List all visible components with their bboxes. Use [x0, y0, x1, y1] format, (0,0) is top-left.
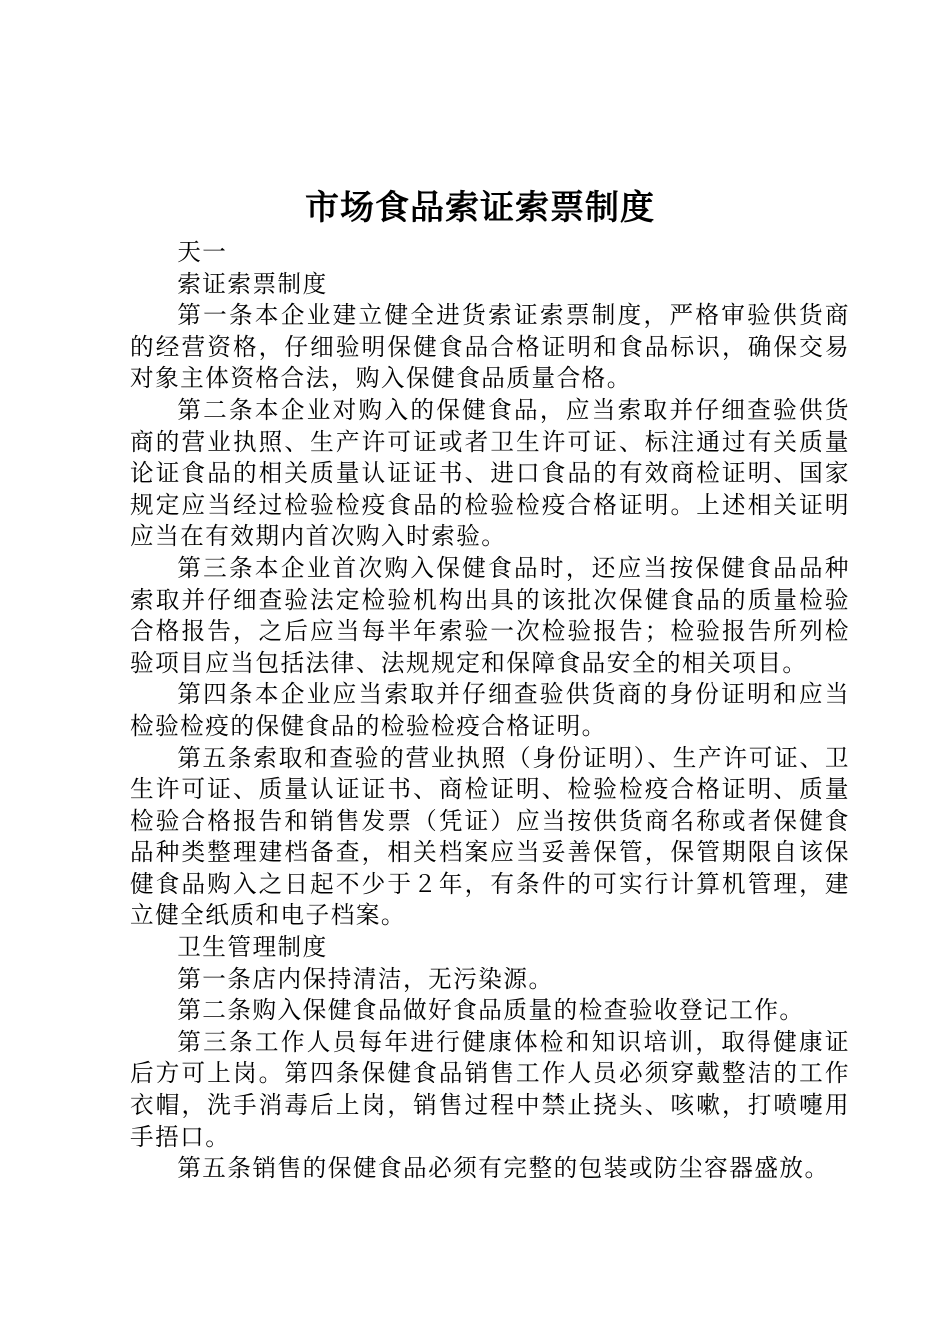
paragraph-article-4: 第四条本企业应当索取并仔细查验供货商的身份证明和应当检验检疫的保健食品的检验检疫合格证明。	[130, 680, 850, 740]
paragraph-hygiene-article-2: 第二条购入保健食品做好食品质量的检查验收登记工作。	[177, 996, 805, 1025]
paragraph-hygiene-article-1: 第一条店内保持清洁，无污染源。	[177, 964, 554, 993]
paragraph-hygiene-article-5: 第五条销售的保健食品必须有完整的包装或防尘容器盛放。	[177, 1154, 830, 1183]
paragraph-article-1: 第一条本企业建立健全进货索证索票制度，严格审验供货商的经营资格，仔细验明保健食品合格证明和食品标识，确保交易对象主体资格合法，购入保健食品质量合格。	[130, 301, 850, 393]
paragraph-article-3: 第三条本企业首次购入保健食品时，还应当按保健食品品种索取并仔细查验法定检验机构出具的该批次保健食品的质量检验合格报告，之后应当每半年索验一次检验报告；检验报告所列检验项目应当包括法律、法规规定和保障食品安全的相关项目。	[130, 553, 850, 677]
paragraph-author: 天一	[177, 238, 228, 266]
section-heading-hygiene: 卫生管理制度	[177, 933, 328, 962]
document-body	[130, 237, 850, 1185]
paragraph-hygiene-article-3-4: 第三条工作人员每年进行健康体检和知识培训，取得健康证后方可上岗。第四条保健食品销售工作人员必须穿戴整洁的工作衣帽，洗手消毒后上岗，销售过程中禁止挠头、咳嗽，打喷嚏用手捂口。	[130, 1027, 850, 1151]
paragraph-article-5: 第五条索取和查验的营业执照（身份证明）、生产许可证、卫生许可证、质量认证证书、商检证明、检验检疫合格证明、质量检验合格报告和销售发票（凭证）应当按供货商名称或者保健食品种类整理建档备查，相关档案应当妥善保管，保管期限自该保健食品购入之日起不少于２年，有条件的可实行计算机管理，建立健全纸质和电子档案。	[130, 743, 850, 930]
document-title: 市场食品索证索票制度	[305, 188, 655, 228]
paragraph-article-2: 第二条本企业对购入的保健食品，应当索取并仔细查验供货商的营业执照、生产许可证或者卫生许可证、标注通过有关质量论证食品的相关质量认证证书、进口食品的有效商检证明、国家规定应当经过检验检疫食品的检验检疫合格证明。上述相关证明应当在有效期内首次购入时索验。	[130, 395, 850, 551]
section-heading-license-invoice: 索证索票制度	[177, 269, 328, 298]
